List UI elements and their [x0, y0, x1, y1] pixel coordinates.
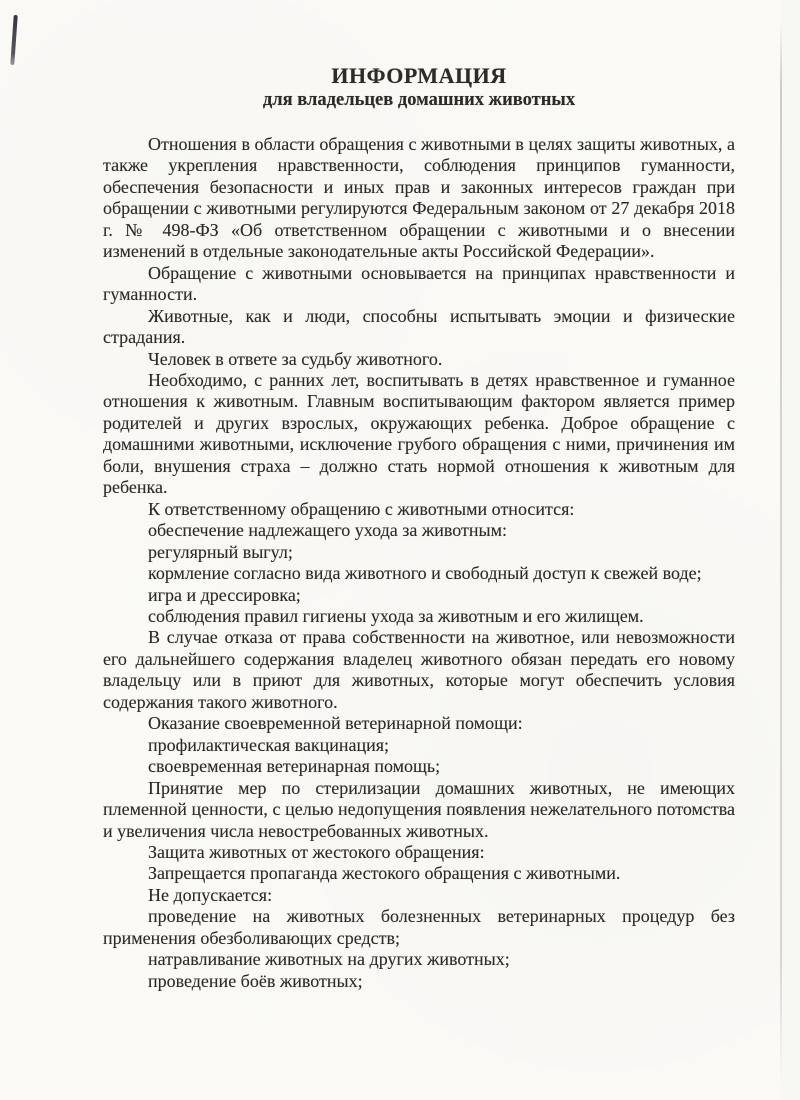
paragraph: регулярный выгул;: [148, 541, 293, 562]
paragraph: обеспечение надлежащего ухода за животным:: [148, 520, 508, 541]
paragraph: Запрещается пропаганда жестокого обращения с животными.: [148, 863, 621, 884]
paragraph: проведение боёв животных;: [148, 970, 363, 991]
paragraph: игра и дрессировка;: [148, 584, 301, 605]
paragraph: Человек в ответе за судьбу животного.: [148, 348, 443, 369]
paragraph: профилактическая вакцинация;: [148, 734, 390, 755]
paragraph: проведение на животных болезненных ветеринарных процедур без применения обезболивающих средств;: [103, 906, 735, 948]
paragraph: Отношения в области обращения с животными в целях защиты животных, а также укрепления нравственности, соблюдения принципов гуманности, обеспечения безопасности и иных прав и законных интересов граждан при обращении с животными регулируются Федеральным законом от 27 декабря 2018 г. № 498-ФЗ «Об ответственном обращении с животными и о внесении изменений в отдельные законодательные акты Российской Федерации».: [103, 134, 735, 262]
paragraph: Животные, как и люди, способны испытывать эмоции и физические страдания.: [103, 305, 735, 348]
paragraph: Оказание своевременной ветеринарной помощи:: [148, 713, 523, 734]
pen-stroke-mark: [10, 15, 17, 65]
scan-margin-strip: [781, 0, 800, 1100]
document-content: [103, 62, 735, 992]
paragraph: Защита животных от жестокого обращения:: [148, 841, 485, 862]
scanned-page-edge: [780, 22, 782, 1082]
paragraph: соблюдения правил гигиены ухода за животным и его жилищем.: [148, 605, 644, 626]
paragraph: Не допускается:: [148, 884, 273, 905]
paragraph: кормление согласно вида животного и свободный доступ к свежей воде;: [148, 563, 702, 584]
document-title: ИНФОРМАЦИЯ: [331, 63, 507, 88]
paragraph: Обращение с животными основывается на принципах нравственности и гуманности.: [103, 262, 735, 305]
paragraph: Принятие мер по стерилизации домашних животных, не имеющих племенной ценности, с целью недопущения появления нежелательного потомства и увеличения числа невостребованных животных.: [103, 777, 735, 841]
paragraph: Необходимо, с ранних лет, воспитывать в детях нравственное и гуманное отношения к животным. Главным воспитывающим фактором является пример родителей и других взрослых, окружающих ребенка. Доброе обращение с домашними животными, исключение грубого обращения с ними, причинения им боли, внушения страха – должно стать нормой отношения к животным для ребенка.: [103, 369, 735, 498]
document-subtitle: для владельцев домашних животных: [262, 90, 576, 110]
document-body: [103, 134, 735, 992]
paragraph: натравливание животных на других животных;: [148, 949, 510, 970]
paragraph: К ответственному обращению с животными относится:: [148, 498, 575, 519]
paragraph: своевременная ветеринарная помощь;: [148, 756, 441, 777]
paragraph: В случае отказа от права собственности на животное, или невозможности его дальнейшего содержания владелец животного обязан передать его новому владельцу или в приют для животных, которые могут обеспечить условия содержания такого животного.: [103, 627, 735, 712]
